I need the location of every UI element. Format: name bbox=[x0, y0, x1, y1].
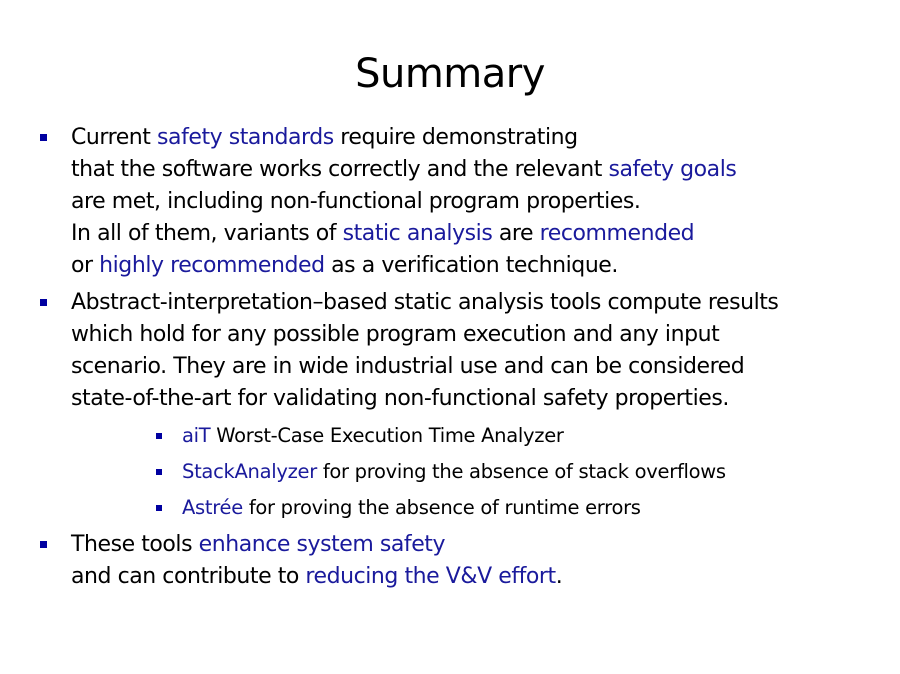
highlight-term: highly recommended bbox=[99, 253, 325, 278]
text-span: or bbox=[71, 253, 100, 278]
sub-item-astree bbox=[71, 493, 900, 523]
square-bullet-icon bbox=[156, 469, 162, 475]
highlight-term: static analysis bbox=[342, 221, 493, 246]
sub-item-stackanalyzer bbox=[71, 457, 900, 487]
square-bullet-icon bbox=[156, 433, 162, 439]
tool-description: Worst-Case Execution Time Analyzer bbox=[210, 424, 564, 447]
highlight-term: enhance system safety bbox=[198, 532, 446, 557]
text-line bbox=[71, 122, 900, 154]
highlight-term: safety goals bbox=[608, 157, 737, 182]
bullet-item-standards bbox=[0, 122, 900, 282]
text-span: are met, including non-functional program properties. bbox=[71, 189, 641, 214]
text-line bbox=[71, 250, 900, 282]
text-span: . bbox=[555, 564, 563, 589]
square-bullet-icon bbox=[40, 541, 47, 548]
tool-name: StackAnalyzer bbox=[182, 460, 317, 483]
text-line: Abstract-interpretation–based static analysis tools compute results bbox=[71, 290, 779, 315]
text-span: These tools bbox=[71, 532, 199, 557]
text-span: that the software works correctly and the relevant bbox=[71, 157, 609, 182]
highlight-term: reducing the V&V effort bbox=[305, 564, 556, 589]
text-line: scenario. They are in wide industrial use and can be considered bbox=[71, 354, 745, 379]
text-span: In all of them, variants of bbox=[71, 221, 343, 246]
text-line bbox=[71, 529, 900, 561]
tool-description: for proving the absence of runtime errors bbox=[242, 496, 641, 519]
text-line: which hold for any possible program execution and any input bbox=[71, 322, 720, 347]
text-line bbox=[71, 561, 900, 593]
text-line bbox=[71, 186, 900, 218]
text-span: Current bbox=[71, 125, 158, 150]
text-line bbox=[71, 154, 900, 186]
square-bullet-icon bbox=[40, 299, 47, 306]
slide-title: Summary bbox=[355, 51, 545, 97]
tool-name: Astrée bbox=[182, 496, 243, 519]
square-bullet-icon bbox=[156, 505, 162, 511]
square-bullet-icon bbox=[40, 134, 47, 141]
text-line: state-of-the-art for validating non-functional safety properties. bbox=[71, 386, 729, 411]
highlight-term: recommended bbox=[539, 221, 695, 246]
bullet-item-abstract-interpretation bbox=[0, 287, 900, 523]
tool-name: aiT bbox=[182, 424, 211, 447]
text-line bbox=[71, 218, 900, 250]
text-span: are bbox=[492, 221, 540, 246]
text-span: require demonstrating bbox=[333, 125, 578, 150]
text-span: as a verification technique. bbox=[324, 253, 618, 278]
text-span: and can contribute to bbox=[71, 564, 306, 589]
tool-description: for proving the absence of stack overflows bbox=[316, 460, 726, 483]
highlight-term: safety standards bbox=[157, 125, 334, 150]
tool-sub-list bbox=[71, 421, 900, 523]
bullet-list bbox=[0, 122, 900, 598]
bullet-item-tools-safety bbox=[0, 529, 900, 593]
sub-item-ait bbox=[71, 421, 900, 451]
